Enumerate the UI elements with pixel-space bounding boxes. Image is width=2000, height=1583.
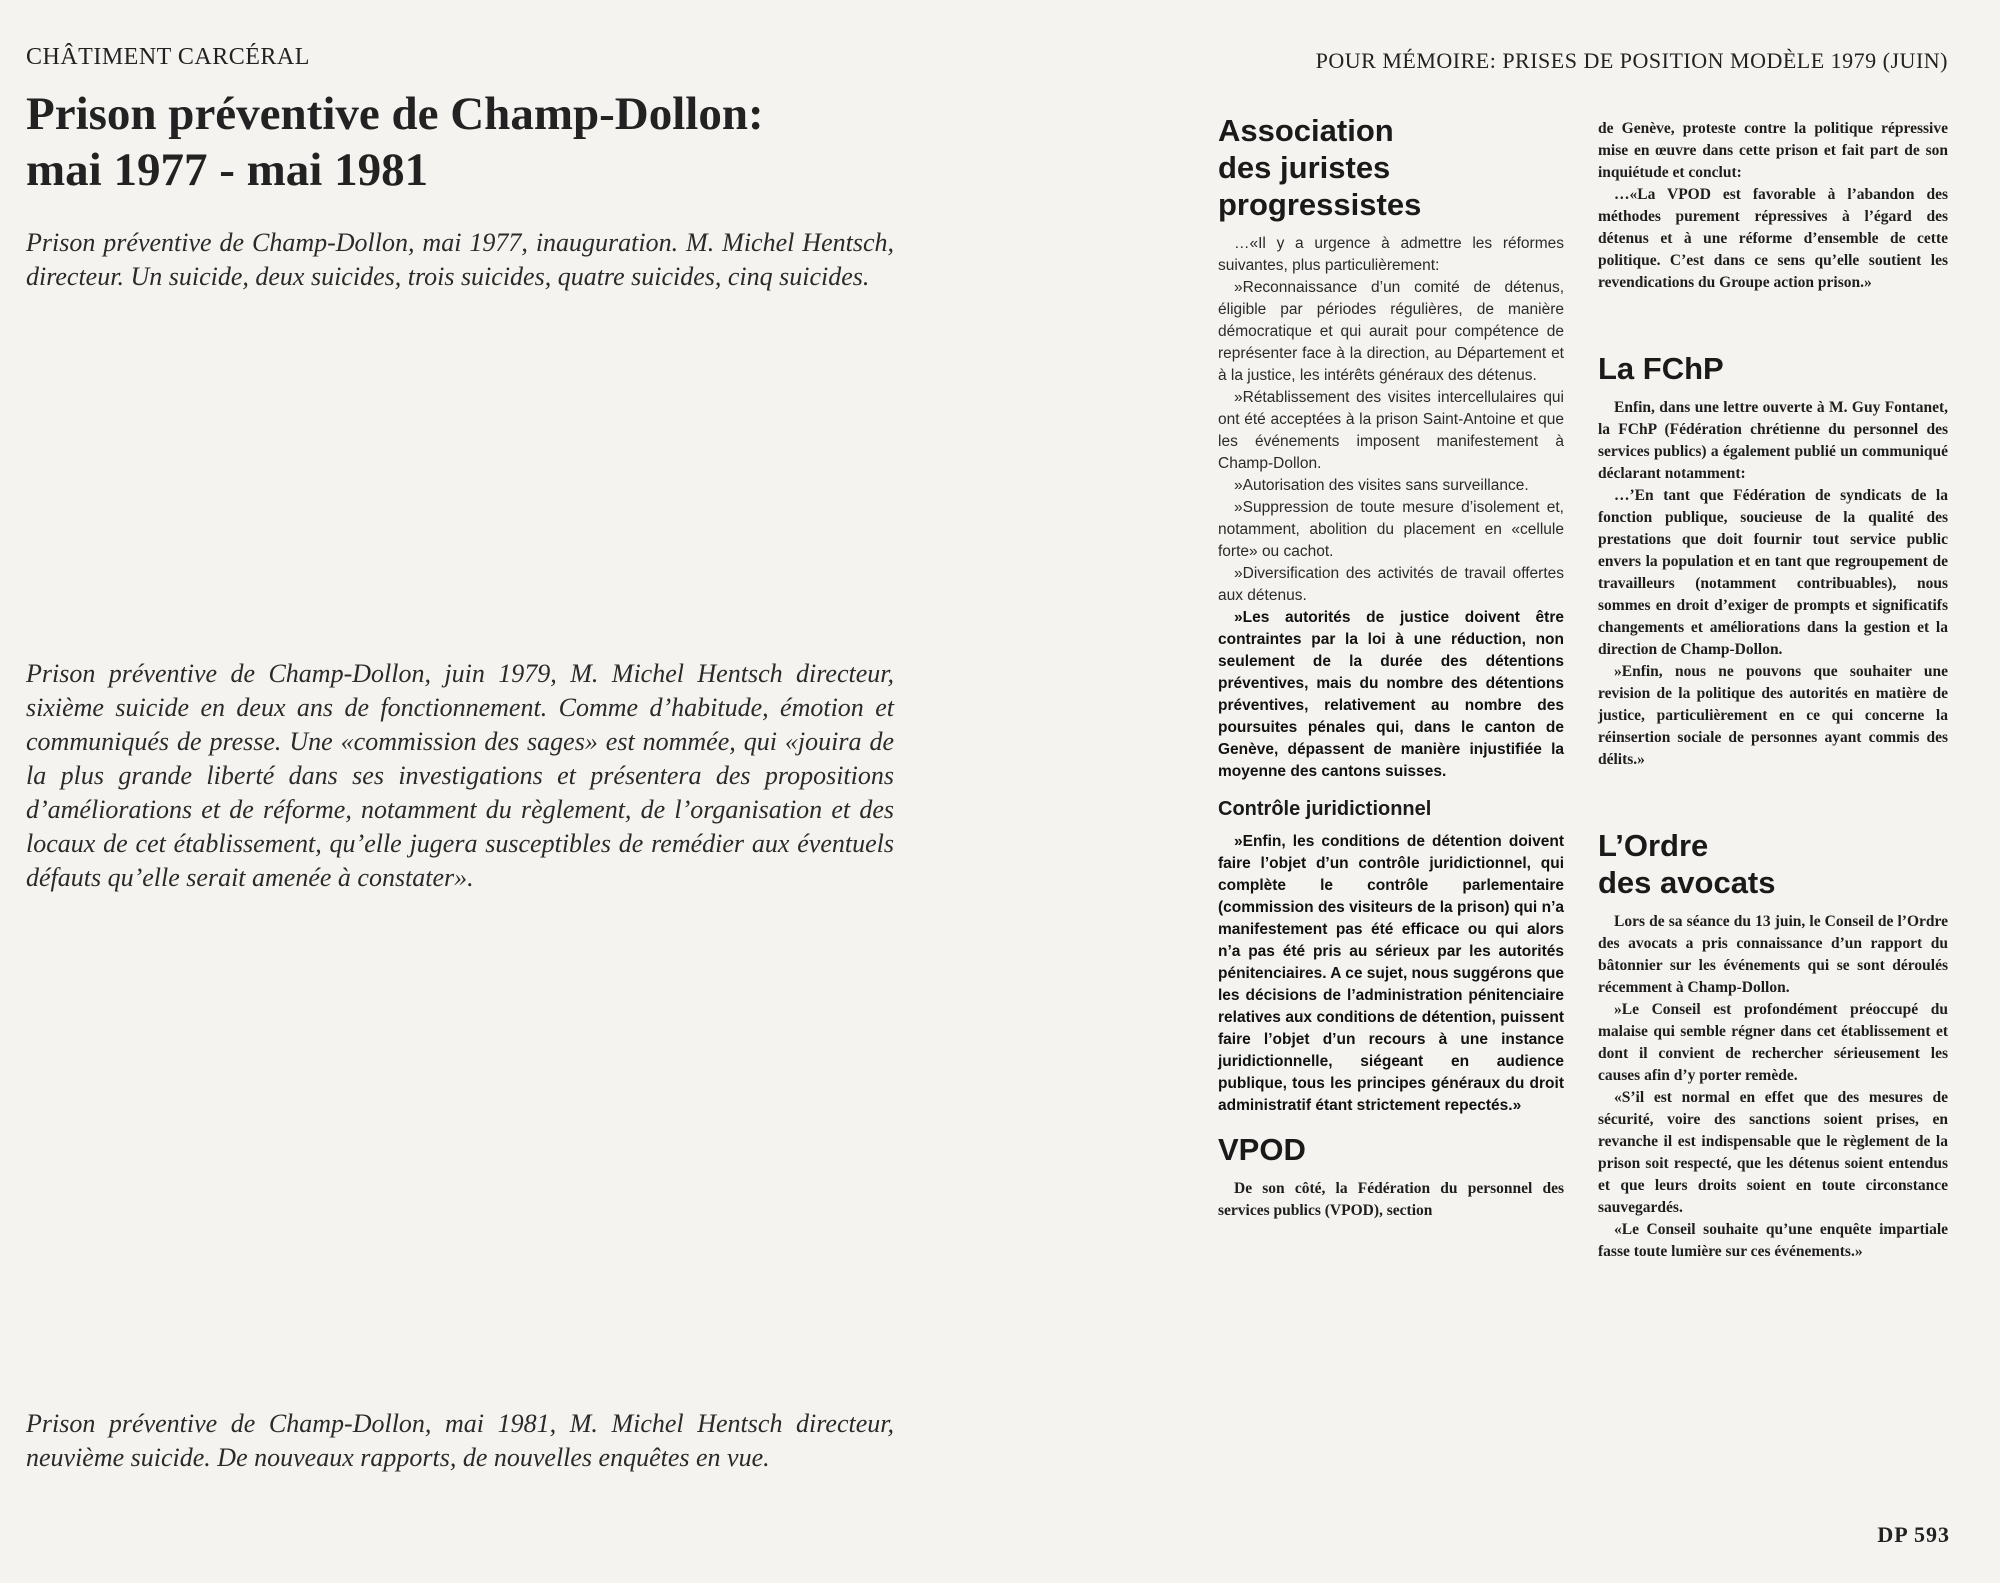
ordre-heading-line-1: L’Ordre — [1598, 828, 1709, 863]
section-rubric: CHÂTIMENT CARCÉRAL — [26, 44, 310, 70]
ordre-heading — [1598, 827, 1948, 901]
ordre-paragraph-4: «Le Conseil souhaite qu’une enquête impartiale fasse toute lumière sur ces événements.» — [1598, 1221, 1948, 1260]
ordre-paragraph-1: Lors de sa séance du 13 juin, le Conseil de l’Ordre des avocats a pris connaissance d’un rapport du bâtonnier sur les événements qui se sont déroulés récemment à Champ-Dollon. — [1598, 913, 1948, 996]
ajp-paragraph-autorites: »Les autorités de justice doivent être contraintes par la loi à une réduction, non seulement de la durée des détentions préventives, mais du nombre des détentions préventives, relativement au nombre des poursuites pénales qui, dans le canton de Genève, dépassent de manière injustifiée la moyenne des cantons suisses. — [1218, 609, 1564, 780]
vpod-paragraph-1-continued: de Genève, proteste contre la politique répressive mise en œuvre dans cette prison et fait part de son inquiétude et conclut: — [1598, 120, 1948, 181]
ordre-paragraph-2: »Le Conseil est profondément préoccupé du malaise qui semble régner dans cet établissement et dont il convient de rechercher sérieusement les causes afin d’y porter remède. — [1598, 1001, 1948, 1084]
ajp-paragraph-intro: …«Il y a urgence à admettre les réformes suivantes, plus particulièrement: — [1218, 235, 1564, 274]
column-left — [1218, 112, 1564, 1222]
ajp-paragraph-comite: »Reconnaissance d’un comité de détenus, éligible par périodes régulières, de manière démocratique et qui aurait pour compétence de représenter face à la direction, au Département et à la justice, les intérêts généraux des détenus. — [1218, 279, 1564, 384]
fchp-paragraph-1: Enfin, dans une lettre ouverte à M. Guy Fontanet, la FChP (Fédération chrétienne du personnel des services publics) a également publié un communiqué déclarant notamment: — [1598, 399, 1948, 482]
right-page-rubric: POUR MÉMOIRE: PRISES DE POSITION MODÈLE 1979 (JUIN) — [1315, 48, 1948, 73]
ordre-heading-line-2: des avocats — [1598, 865, 1776, 900]
vpod-paragraph-2: …«La VPOD est favorable à l’abandon des méthodes purement répressives à l’égard des détenus et à une réforme d’ensemble de cette politique. C’est dans ce sens qu’elle soutient les revendications du Groupe action prison.» — [1598, 186, 1948, 291]
ajp-heading — [1218, 112, 1564, 223]
vpod-paragraph-1: De son côté, la Fédération du personnel des services publics (VPOD), section — [1218, 1180, 1564, 1219]
ajp-heading-line-3: progressistes — [1218, 187, 1422, 222]
chronicle-paragraph-1979: Prison préventive de Champ-Dollon, juin 1979, M. Michel Hentsch directeur, sixième suicide en deux ans de fonctionnement. Comme d’habitude, émotion et communiqués de presse. Une «commission des sages» est nommée, qui «jouira de la plus grande liberté dans ses investigations et présentera des propositions d’améliorations et de réforme, notamment du règlement, de l’organisation et des locaux de cet établissement, qu’elle jugera susceptibles de remédier aux éventuels défauts qu’elle serait amenée à constater». — [26, 659, 894, 892]
vpod-heading: VPOD — [1218, 1132, 1306, 1167]
chronicle-paragraph-1977: Prison préventive de Champ-Dollon, mai 1977, inauguration. M. Michel Hentsch, directeur. Un suicide, deux suicides, trois suicides, quatre suicides, cinq suicides. — [26, 228, 894, 291]
page-number: DP 593 — [1877, 1522, 1950, 1547]
ajp-paragraph-visites-sans-surveillance: »Autorisation des visites sans surveillance. — [1234, 477, 1529, 494]
article-title — [26, 86, 906, 198]
ajp-paragraph-visites-intercellulaires: »Rétablissement des visites intercellulaires qui ont été acceptées à la prison Saint-Antoine et que les événements imposent manifestement à Champ-Dollon. — [1218, 389, 1564, 472]
ajp-paragraph-isolement: »Suppression de toute mesure d’isolement et, notamment, abolition du placement en «cellule forte» ou cachot. — [1218, 499, 1564, 560]
fchp-paragraph-3: »Enfin, nous ne pouvons que souhaiter une revision de la politique des autorités en matière de justice, particulièrement en ce qui concerne la réinsertion sociale de personnes ayant commis des délits.» — [1598, 663, 1948, 768]
article-title-line-1: Prison préventive de Champ-Dollon: — [26, 88, 764, 140]
ajp-heading-line-1: Association — [1218, 113, 1394, 148]
fchp-heading: La FChP — [1598, 351, 1724, 386]
ajp-paragraph-controle: »Enfin, les conditions de détention doivent faire l’objet d’un contrôle juridictionnel, qui complète le contrôle parlementaire (commission des visiteurs de la prison) qui n’a manifestement pas été efficace ou qui alors n’a pas été pris au sérieux par les autorités pénitenciaires. A ce sujet, nous suggérons que les décisions de l’administration pénitenciaire relatives aux conditions de détention, puissent faire l’objet d’un recours à une instance juridictionnelle, siégeant en audience publique, tous les principes généraux du droit administratif étant strictement repectés.» — [1218, 833, 1564, 1114]
ajp-paragraph-travail: »Diversification des activités de travail offertes aux détenus. — [1218, 565, 1564, 604]
ordre-paragraph-3: «S’il est normal en effet que des mesures de sécurité, voire des sanctions soient prises, en revanche il est indispensable que le règlement de la prison soit respecté, que les détenus soient entendus et que leurs droits soient en toute circonstance sauvegardés. — [1598, 1089, 1948, 1216]
ajp-heading-line-2: des juristes — [1218, 150, 1391, 185]
ajp-subheading: Contrôle juridictionnel — [1218, 798, 1432, 820]
fchp-paragraph-2: …’En tant que Fédération de syndicats de la fonction publique, soucieuse de la qualité des prestations que doit fournir tout service public envers la population et en tant que regroupement de travailleurs (notamment contribuables), nous sommes en droit d’exiger de prompts et significatifs changements et améliorations dans la gestion et la direction de Champ-Dollon. — [1598, 487, 1948, 658]
column-right — [1598, 118, 1948, 1263]
chronicle-paragraph-1981: Prison préventive de Champ-Dollon, mai 1981, M. Michel Hentsch directeur, neuvième suicide. De nouveaux rapports, de nouvelles enquêtes en vue. — [26, 1409, 894, 1472]
article-title-line-2: mai 1977 - mai 1981 — [26, 144, 429, 196]
